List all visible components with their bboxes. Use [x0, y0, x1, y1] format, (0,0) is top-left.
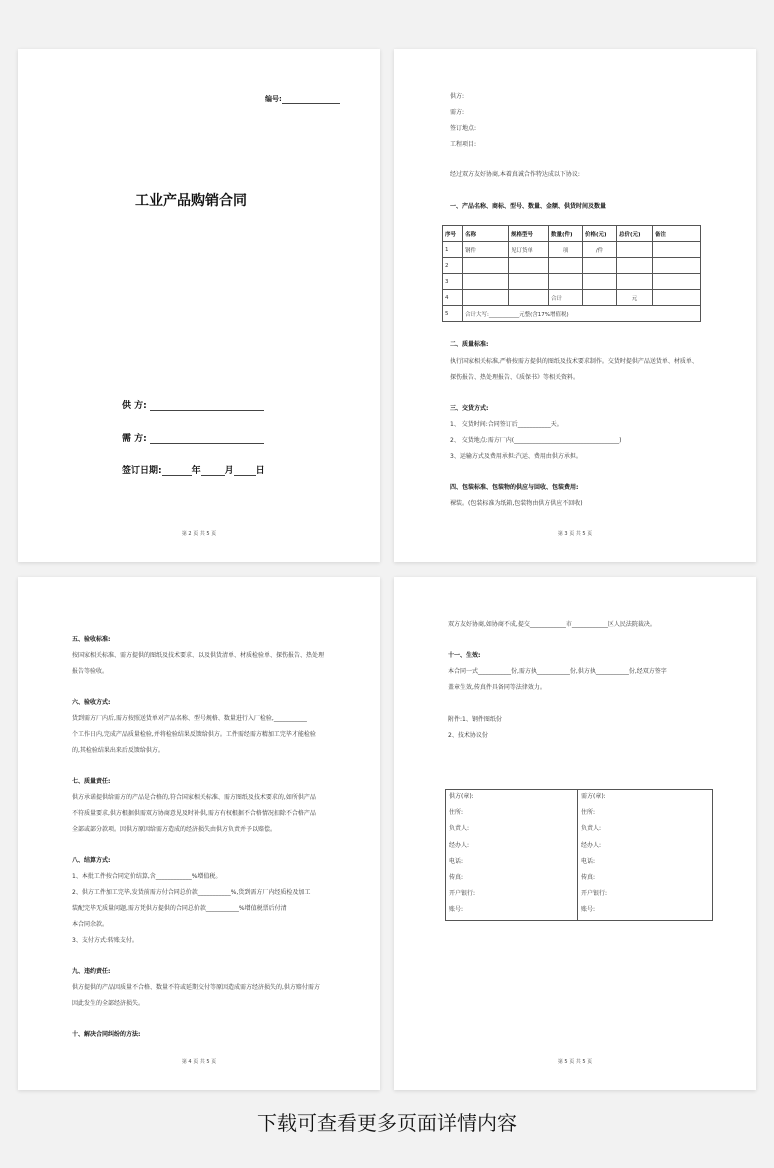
table-row: [443, 274, 701, 290]
table-cell: [583, 290, 617, 306]
section-heading: 四、包装标准、包装物的供应与回收、包装费用:: [450, 484, 579, 491]
paragraph-line: 探伤报告、热处理报告、《质保书》等相关资料。: [450, 374, 580, 381]
table-row: [443, 290, 701, 306]
paragraph-line: 货到需方厂内后,需方按照送货单对产品名称、型号规格、数量进行入厂检验,___________: [72, 715, 307, 722]
paragraph-line: 装配完毕无质量问题,需方凭供方提供的合同总价款___________%增值税票后付清: [72, 905, 287, 912]
table-cell: [653, 290, 701, 306]
table-cell: 5: [443, 306, 463, 322]
signature-line: 住所:: [581, 809, 596, 817]
paragraph-line: 报告等验收。: [72, 668, 109, 675]
table-header: 名称: [463, 226, 509, 242]
table-cell: 见订货单: [509, 242, 549, 258]
signature-line: 供方(章):: [449, 793, 474, 800]
blank-line: [282, 96, 340, 104]
signature-line: 传真:: [581, 873, 596, 881]
signature-line: 传真:: [449, 873, 464, 881]
paragraph-line: 双方友好协商,如协商不成,提交____________市____________区人民法院裁决。: [448, 621, 656, 628]
paragraph-line: 2、 交货地点:需方厂内(___________________________________): [450, 437, 622, 444]
attachment-line: 附件:1、钢件图纸份: [448, 716, 502, 723]
table-cell: [463, 290, 509, 306]
blank-line: [234, 466, 256, 476]
blank-line: [201, 466, 225, 476]
table-cell: [617, 242, 653, 258]
paragraph-line: 按国家相关标准、需方提供的图纸及技术要求、以及供货清单、材质检验单、探伤报告、热处理: [72, 652, 325, 659]
paragraph-line: 本合同余款。: [72, 921, 109, 928]
table-cell: [549, 258, 583, 274]
table-row: [443, 258, 701, 274]
table-row: [443, 242, 701, 258]
year-label: 年: [191, 466, 201, 476]
month-label: 月: [224, 466, 234, 476]
intro-line: 需方:: [450, 109, 465, 116]
page-terms-3: [394, 577, 756, 1090]
signature-line: 开户银行:: [581, 890, 608, 898]
paragraph-line: 全部或部分款项。因供方原因给需方造成的经济损失由供方负责并予以赔偿。: [72, 826, 277, 833]
supplier-field: [122, 398, 264, 411]
table-row: [443, 306, 701, 322]
supplier-signature-block: [446, 790, 578, 921]
paragraph-line: 1、本批工件按合同定价结算,含____________%增值税。: [72, 873, 222, 880]
paragraph-line: 1、 交货时间:合同签订后___________天。: [450, 421, 563, 428]
table-cell: [463, 274, 509, 290]
page-footer: 第 5 页 共 5 页: [557, 1059, 593, 1065]
table-cell: 3: [443, 274, 463, 290]
signature-line: 住所:: [449, 809, 464, 817]
section-heading: 六、验收方式:: [72, 699, 111, 706]
paragraph-line: 不符质量要求,供方根据供需双方协商意见及时补供,需方有权根据不合格情况扣除不合格产品: [72, 810, 316, 817]
table-cell: [463, 258, 509, 274]
signature-line: 经办人:: [449, 841, 470, 849]
section-heading: 十一、生效:: [448, 652, 481, 659]
signature-line: 账号:: [449, 906, 464, 914]
contract-number: [265, 94, 340, 104]
section-heading: 二、质量标准:: [450, 341, 489, 348]
section-heading: 八、结算方式:: [72, 857, 111, 864]
table-cell: [653, 258, 701, 274]
table-cell: [617, 274, 653, 290]
section-heading: 五、验收标准:: [72, 636, 111, 643]
paragraph-line: 供方承诺提供给需方的产品是合格的,符合国家相关标准、需方图纸及技术要求的,如所供产品: [72, 794, 316, 801]
blank-line: [150, 434, 264, 444]
section-heading: 十、解决合同纠纷的方法:: [72, 1031, 141, 1038]
paragraph-line: 个工作日内,完成产品质量检验,并将检验结果反馈给供方。工件需经需方精加工完毕才能检验: [72, 731, 316, 738]
intro-line: 工程项目:: [450, 141, 477, 148]
section-heading: 三、交货方式:: [450, 405, 489, 412]
page-terms-2: [18, 577, 380, 1090]
intro-line: 供方:: [450, 93, 465, 100]
table-header: 规格型号: [509, 226, 549, 242]
paragraph-line: 本合同一式___________份,需方执___________份,供方执___________份,经双方签字: [448, 668, 667, 675]
section-heading: 七、质量责任:: [72, 778, 111, 785]
page-terms-1: [394, 49, 756, 562]
table-cell: [509, 290, 549, 306]
paragraph-line: 盖章生效,传真件具备同等法律效力。: [448, 684, 546, 691]
table-cell: [509, 274, 549, 290]
download-caption[interactable]: 下载可查看更多页面详情内容: [257, 1111, 517, 1135]
paragraph-line: 裸装。(包装标准为纸箱,包装物由供方供应不回收): [450, 500, 583, 507]
paragraph-line: 3、支付方式:转账支付。: [72, 937, 138, 944]
table-cell-total-words: 合计大写:___________元整(含17%增值税): [463, 306, 701, 322]
table-cell: [509, 258, 549, 274]
sign-date-label: 签订日期:: [122, 466, 162, 476]
buyer-signature-block: [578, 790, 713, 921]
paragraph-line: 的,其检验结果出来后反馈给供方。: [72, 747, 164, 754]
table-cell: 钢件: [463, 242, 509, 258]
sign-date-field: [122, 463, 265, 476]
section-heading: 一、产品名称、商标、型号、数量、金额、供货时间及数量: [450, 203, 607, 210]
table-header: 备注: [653, 226, 701, 242]
section-heading: 九、违约责任:: [72, 968, 111, 975]
supplier-label: 供 方:: [122, 401, 147, 411]
table-header: 价格(元): [583, 226, 617, 242]
signature-line: 电话:: [449, 857, 464, 865]
product-table: [442, 225, 701, 322]
table-cell: [653, 274, 701, 290]
buyer-field: [122, 431, 264, 444]
paragraph-line: 2、供方工件加工完毕,发货前需方付合同总价款___________%,货到需方厂内经质检及加工: [72, 889, 311, 896]
signature-table: [445, 789, 713, 921]
page-footer: 第 4 页 共 5 页: [181, 1059, 217, 1065]
signature-line: 需方(章):: [581, 793, 606, 800]
paragraph-line: 执行国家相关标准,严格按需方提供的图纸及技术要求制作。交货时提供产品送货单、材质单、: [450, 358, 698, 365]
page-footer: 第 2 页 共 5 页: [181, 531, 217, 537]
table-cell: 1: [443, 242, 463, 258]
table-cell: [549, 274, 583, 290]
blank-line: [162, 466, 192, 476]
table-header: 数量(件): [549, 226, 583, 242]
agreement-line: 经过双方友好协商,本着真诚合作特达成以下协议:: [450, 171, 580, 178]
signature-line: 经办人:: [581, 841, 602, 849]
paragraph-line: 因此发生的全部经济损失。: [72, 1000, 145, 1007]
blank-line: [150, 401, 264, 411]
table-cell: 元: [617, 290, 653, 306]
table-cell: /件: [583, 242, 617, 258]
page-cover: [18, 49, 380, 562]
table-header: 序号: [443, 226, 463, 242]
table-cell: [653, 242, 701, 258]
table-cell: 4: [443, 290, 463, 306]
signature-line: 电话:: [581, 857, 596, 865]
buyer-label: 需 方:: [122, 434, 147, 444]
table-cell: [583, 274, 617, 290]
table-cell: [617, 258, 653, 274]
table-cell: 2: [443, 258, 463, 274]
paragraph-line: 3、运输方式及费用承担:汽运、费用由供方承担。: [450, 453, 582, 460]
contract-number-label: 编号:: [265, 95, 282, 103]
table-header: 总价(元): [617, 226, 653, 242]
table-cell: [583, 258, 617, 274]
table-header-row: [443, 226, 701, 242]
paragraph-line: 供方提供的产品因质量不合格、数量不符或延期交付等原因造成需方经济损失的,供方赔付需方: [72, 984, 320, 991]
signature-line: 负责人:: [581, 825, 602, 833]
signature-line: 开户银行:: [449, 890, 476, 898]
signature-line: 账号:: [581, 906, 596, 914]
attachment-line: 2、技术协议份: [448, 732, 488, 739]
signature-line: 负责人:: [449, 825, 470, 833]
table-cell: 合计: [549, 290, 583, 306]
table-cell: 项: [549, 242, 583, 258]
intro-line: 签订地点:: [450, 125, 477, 132]
document-title: 工业产品购销合同: [135, 193, 247, 209]
page-footer: 第 3 页 共 5 页: [557, 531, 593, 537]
day-label: 日: [255, 466, 265, 476]
